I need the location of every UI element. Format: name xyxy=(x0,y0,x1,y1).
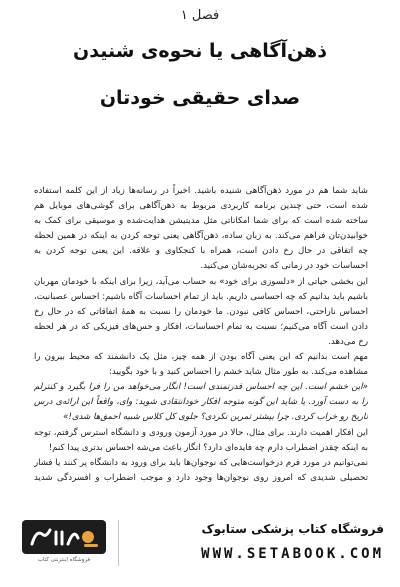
paragraph: شاید شما هم در مورد ذهن‌آگاهی شنیده باشید. اخیراً در رسانه‌ها زیاد از این کلمه استفاده شده است، حتی چندین برنامه کاربردی مربوط به ذهن‌آگاهی برای گوشی‌های موبایل هم ساخته شده است که برای شما امکاناتی مثل مدیتیشن هدایت‌شده و موسیقی برای کمک به خوابیدن‌تان فراهم می‌کند. به زبان ساده، ذهن‌آگاهی یعنی توجه کردن به اینکه در همین لحظه چه اتفاقی در حال رخ دادن است، همراه با کنجکاوی و علاقه. این یعنی توجه کردن به احساسات خود در زمانی که تجربه‌شان می‌کنید. xyxy=(34,186,368,272)
footer-divider xyxy=(118,520,119,566)
chapter-number: فصل ۱ xyxy=(180,8,220,23)
store-footer-banner xyxy=(0,514,400,587)
paragraph: نمی‌توانیم در مورد فرم درخواست‌هایی که نوجوان‌ها باید برای ورود به دانشگاه پر کنند یا فشار تحصیلی شدیدی که امروز روی نوجوان‌ها وجود دارد و موجب اضطراب و افسردگی شدید xyxy=(34,457,368,483)
paragraph-italic-quote: «این خشم است. این چه احساس قدرتمندی است! انگار می‌خواهد من را فرا بگیرد و کنترلم را به دست آورد. یا شاید این گونه متوجه افکار خودانتقادی شوید: وای، واقعاً این ارائه‌ی درس تاریخ رو خراب کردی. چرا بیشتر تمرین نکردی؟ جلوی کل کلاس شبیه احمق‌ها شدی!» xyxy=(34,382,368,423)
body-text xyxy=(34,184,368,486)
paragraph: مهم است بدانیم که این یعنی آگاه بودن از همه چیز، مثل یک دانشمند که محیط بیرون را مشاهده می‌کند. به طور مثال شاید خشم را احساس کنید و با خود بگویید: xyxy=(34,352,368,378)
chapter-title-line-1: ذهن‌آگاهی یا نحوه‌ی شنیدن xyxy=(73,40,327,62)
logo-tagline: فروشگاه اینترنتی کتاب xyxy=(37,557,91,563)
paragraph: این افکار اهمیت دارند. برای مثال، حالا در مورد آزمون ورودی و دانشگاه استرس گرفتم، توجه به اینکه چقدر اضطراب دارم چه فایده‌ای دارد؟ انگار باعث می‌شه احساس بدتری پیدا کنم! xyxy=(34,427,368,453)
paragraph: این بخشی حیاتی از «دلسوزی برای خود» به حساب می‌آید، زیرا برای اینکه با خودمان مهربان باشیم باید بدانیم که چه احساسی داریم. باید از تمام احساسات آگاه باشیم: احساس عصبانیت، احساس ناراحتی، احساس کافی نبودن. ما خودمان را نسبت به همهٔ اتفاقاتی که در حال رخ دادن است آگاه می‌کنیم؛ نسبت به تمام احساسات، افکار و حس‌های فیزیکی که در هر لحظه رخ می‌دهد. xyxy=(34,276,368,347)
store-name: فروشگاه کتاب پزشکی ستابوک xyxy=(201,522,384,536)
setabook-logo xyxy=(22,520,106,568)
logo-mark-icon xyxy=(22,520,106,554)
chapter-title-line-2: صدای حقیقی خودتان xyxy=(99,87,301,109)
store-url[interactable]: WWW.SETABOOK.COM xyxy=(201,546,384,562)
